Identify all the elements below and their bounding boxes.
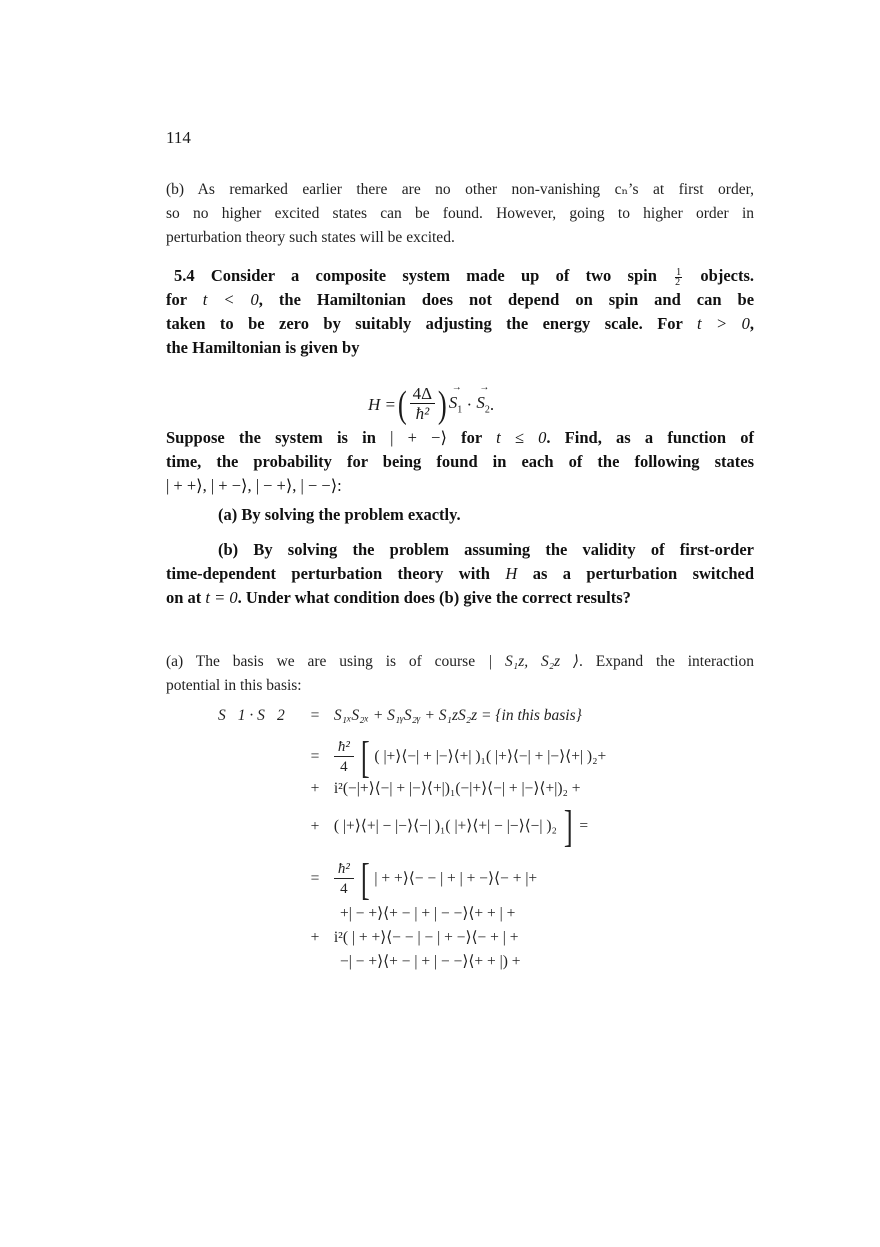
problem-number: 5.4 <box>174 266 195 285</box>
fraction-one-half: $\frac{1}{2}$ <box>675 266 682 288</box>
derivation-lhs: S⃗1 · S⃗2 <box>218 707 285 724</box>
previous-answer-line: perturbation theory such states will be excited. <box>166 229 455 246</box>
problem-states-list: | + +⟩, | + −⟩, | − +⟩, | − −⟩: <box>166 476 342 495</box>
problem-line: 5.4 Consider a composite system made up of two spin $\frac{1}{2}$ objects. <box>174 266 755 288</box>
spin-vector-1: → $S_1$ <box>449 393 463 415</box>
hamiltonian-equation: H = ( $\frac{4\Delta}{\text{ħ²}}$ ) → $S_1$ · → $S_2$ . <box>368 385 494 424</box>
derivation-line-6: +| − +⟩⟨+ − | + | − −⟩⟨+ + | + <box>340 905 516 922</box>
hamiltonian-fraction: $\frac{4\Delta}{\text{ħ²}}$ <box>410 385 435 424</box>
left-paren: ( <box>397 383 407 426</box>
derivation-line-1: S⃗1 · S⃗2 = S₁ₓS₂ₓ + S₁ᵧS₂ᵧ + S₁zS₂z = {in this basis} <box>218 707 582 724</box>
problem-line: taken to be zero by suitably adjusting the energy scale. For t > 0, <box>166 314 755 333</box>
derivation-line-5: = $\frac{\text{ħ²}}{4}$ [ | + +⟩⟨− − | + | + −⟩⟨− + |+ <box>310 854 538 904</box>
solution-line: (a) The basis we are using is of course | S₁z, S₂z ⟩. Expand the interaction <box>166 653 755 670</box>
solution-line: potential in this basis: <box>166 677 302 694</box>
previous-answer-line: so no higher excited states can be found. However, going to higher order in <box>166 205 754 222</box>
left-bracket: [ <box>360 854 370 904</box>
previous-answer-paragraph <box>166 178 754 250</box>
problem-line: for t < 0, the Hamiltonian does not depend on spin and can be <box>166 290 755 309</box>
spin-vector-2: → $S_2$ <box>476 393 490 415</box>
problem-part-b: (b) By solving the problem assuming the validity of first-order time-dependent perturbation theory with H as a perturbation switched on at t = 0. Under what condition does (b) give the correct results? <box>166 540 754 607</box>
hbar-squared-over-4: $\frac{\text{ħ²}}{4}$ <box>334 860 354 899</box>
page-number: 114 <box>166 128 191 147</box>
right-bracket: ] <box>563 802 573 851</box>
derivation-line-4: + ( |+⟩⟨+| − |−⟩⟨−| )₁( |+⟩⟨+| − |−⟩⟨−| )₂ ] = <box>310 802 589 851</box>
derivation-line-2: = $\frac{\text{ħ²}}{4}$ [ ( |+⟩⟨−| + |−⟩⟨+| )₁( |+⟩⟨−| + |−⟩⟨+| )₂+ <box>310 732 607 782</box>
problem-line: the Hamiltonian is given by <box>166 338 360 357</box>
derivation-line-7: + i²( | + +⟩⟨− − | − | + −⟩⟨− + | + <box>310 929 519 946</box>
problem-statement <box>166 264 754 360</box>
problem-part-a: (a) By solving the problem exactly. <box>218 505 461 524</box>
problem-line: Suppose the system is in | + −⟩ for t ≤ 0. Find, as a function of <box>166 428 755 447</box>
problem-line: time, the probability for being found in each of the following states <box>166 452 754 471</box>
previous-answer-line: (b) As remarked earlier there are no other non-vanishing cₙ’s at first order, <box>166 181 754 198</box>
left-bracket: [ <box>360 732 370 782</box>
derivation-line-8: −| − +⟩⟨+ − | + | − −⟩⟨+ + |) + <box>340 953 521 970</box>
solution-intro <box>166 650 754 698</box>
derivation-line-3: + i²(−|+⟩⟨−| + |−⟩⟨+|)₁(−|+⟩⟨−| + |−⟩⟨+|)₂ + <box>310 780 581 797</box>
hbar-squared-over-4: $\frac{\text{ħ²}}{4}$ <box>334 738 354 777</box>
problem-question <box>166 426 754 498</box>
right-paren: ) <box>437 383 447 426</box>
